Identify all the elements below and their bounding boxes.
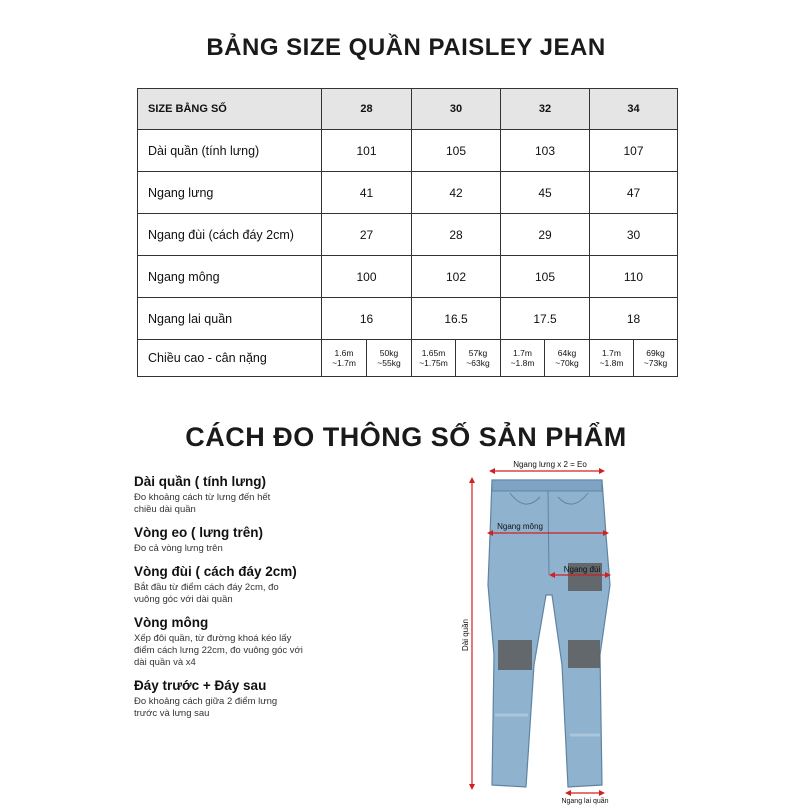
table-cell: 16.5: [412, 298, 501, 340]
header-cell: 28: [322, 89, 412, 130]
length-label: Dài quần: [461, 618, 470, 652]
guide-item-title: Dài quần ( tính lưng): [134, 474, 267, 489]
guide-item-desc: Đo khoảng cách từ lưng đến hết chiều dài quần: [134, 492, 271, 515]
header-cell: 34: [590, 89, 678, 130]
height-cell: 1.6m ~1.7m: [322, 340, 367, 377]
row-label: Ngang lai quần: [138, 298, 322, 340]
measure-guide-title: CÁCH ĐO THÔNG SỐ SẢN PHẨM: [185, 422, 627, 452]
row-label: Ngang đùi (cách đáy 2cm): [138, 214, 322, 256]
weight-cell: 64kg ~70kg: [545, 340, 590, 377]
table-cell: 27: [322, 214, 412, 256]
table-cell: 16: [322, 298, 412, 340]
guide-item-title: Vòng đùi ( cách đáy 2cm): [134, 564, 297, 579]
weight-cell: 69kg ~73kg: [634, 340, 678, 377]
guide-item-desc: Đo cả vòng lưng trên: [134, 543, 223, 554]
table-row: [138, 256, 678, 298]
guide-item-desc: Xếp đôi quần, từ đường khoá kéo lấy điểm cách lưng 22cm, đo vuông góc với dài quần và x4: [134, 633, 303, 668]
table-cell: 101: [322, 130, 412, 172]
size-table: [137, 88, 678, 377]
weight-cell: 57kg ~63kg: [456, 340, 501, 377]
guide-item: [134, 615, 464, 669]
waist-label: Ngang lưng x 2 = Eo: [513, 460, 587, 469]
table-cell: 105: [412, 130, 501, 172]
jeans-measurement-figure: [450, 455, 650, 805]
table-cell: 42: [412, 172, 501, 214]
header-cell: 32: [501, 89, 590, 130]
table-row: [138, 214, 678, 256]
row-label: Dài quần (tính lưng): [138, 130, 322, 172]
table-cell: 107: [590, 130, 678, 172]
table-row-height-weight: [138, 340, 678, 377]
table-header-row: [138, 89, 678, 130]
size-chart-title: BẢNG SIZE QUẦN PAISLEY JEAN: [206, 34, 606, 61]
table-row: [138, 298, 678, 340]
table-row: [138, 172, 678, 214]
guide-item-title: Vòng eo ( lưng trên): [134, 525, 264, 540]
guide-item: [134, 564, 464, 606]
guide-item-desc: Đo khoảng cách giữa 2 điểm lưng trước và lưng sau: [134, 696, 278, 719]
height-cell: 1.7m ~1.8m: [501, 340, 545, 377]
row-label: Chiều cao - cân nặng: [138, 340, 322, 377]
hem-label: Ngang lai quần: [561, 798, 609, 805]
guide-item: [134, 678, 464, 720]
hip-label: Ngang mông: [497, 522, 543, 531]
thigh-label: Ngang đùi: [563, 565, 601, 574]
table-cell: 103: [501, 130, 590, 172]
guide-item: [134, 525, 464, 555]
table-row: [138, 130, 678, 172]
row-label: Ngang lưng: [138, 172, 322, 214]
paisley-patch: [568, 640, 600, 668]
table-cell: 28: [412, 214, 501, 256]
table-cell: 30: [590, 214, 678, 256]
header-cell: SIZE BẰNG SỐ: [138, 89, 322, 130]
table-cell: 41: [322, 172, 412, 214]
table-cell: 17.5: [501, 298, 590, 340]
table-cell: 29: [501, 214, 590, 256]
table-cell: 102: [412, 256, 501, 298]
guide-item-title: Đáy trước + Đáy sau: [134, 678, 267, 693]
table-cell: 45: [501, 172, 590, 214]
weight-cell: 50kg ~55kg: [367, 340, 412, 377]
measure-guide-list: [134, 474, 464, 729]
guide-item-desc: Bắt đầu từ điểm cách đáy 2cm, đo vuông góc với dài quần: [134, 582, 279, 605]
table-cell: 18: [590, 298, 678, 340]
height-cell: 1.65m ~1.75m: [412, 340, 456, 377]
table-cell: 105: [501, 256, 590, 298]
paisley-patch: [498, 640, 532, 670]
height-cell: 1.7m ~1.8m: [590, 340, 634, 377]
guide-item-title: Vòng mông: [134, 615, 209, 630]
table-cell: 110: [590, 256, 678, 298]
row-label: Ngang mông: [138, 256, 322, 298]
table-cell: 100: [322, 256, 412, 298]
header-cell: 30: [412, 89, 501, 130]
table-cell: 47: [590, 172, 678, 214]
guide-item: [134, 474, 464, 516]
